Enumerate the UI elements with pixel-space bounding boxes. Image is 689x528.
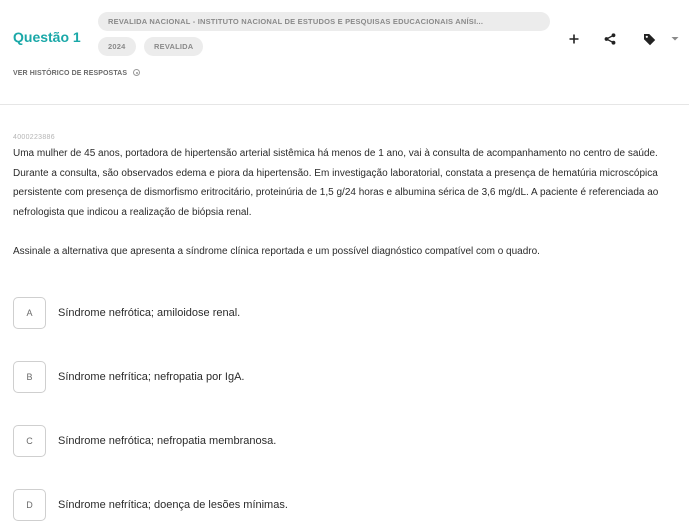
option-letter: A (13, 297, 46, 329)
option-text: Síndrome nefrítica; doença de lesões mínimas. (58, 499, 288, 511)
tag-exam[interactable]: REVALIDA (144, 37, 203, 56)
option-text: Síndrome nefrótica; nefropatia membranosa. (58, 435, 277, 447)
option-letter: D (13, 489, 46, 521)
answer-history-link[interactable] (13, 69, 140, 77)
tag-year[interactable]: 2024 (98, 37, 136, 56)
option-text: Síndrome nefrótica; amiloidose renal. (58, 307, 241, 319)
tag-button[interactable] (639, 29, 659, 49)
tag-icon (643, 33, 656, 46)
eye-icon (133, 69, 140, 76)
share-icon (604, 33, 616, 45)
option-a[interactable] (13, 297, 633, 329)
question-prompt: Assinale a alternativa que apresenta a síndrome clínica reportada e um possível diagnóstico compatível com o quadro. (13, 246, 540, 257)
option-text: Síndrome nefrítica; nefropatia por IgA. (58, 371, 245, 383)
option-b[interactable] (13, 361, 633, 393)
more-dropdown[interactable] (665, 29, 685, 49)
question-statement: Uma mulher de 45 anos, portadora de hipertensão arterial sistêmica há menos de 1 ano, vai à consulta de acompanhamento no centro de saúde. Durante a consulta, são observados edema e piora da hipertensão. Em investigação laboratorial, constata a presença de hematúria microscópica persistente com presença de dismorfismo eritrocitário, proteinúria de 1,5 g/24 horas e albumina sérica de 3,6 mg/dL. A paciente é referenciada ao nefrologista que indicou a realização de biópsia renal. (13, 148, 659, 218)
answer-history-label: VER HISTÓRICO DE RESPOSTAS (13, 70, 128, 77)
share-button[interactable] (600, 29, 620, 49)
question-title: Questão 1 (13, 29, 81, 45)
option-letter: C (13, 425, 46, 457)
option-letter: B (13, 361, 46, 393)
option-c[interactable] (13, 425, 633, 457)
add-button[interactable] (564, 29, 584, 49)
chevron-down-icon (671, 36, 679, 42)
question-id: 4000223886 (13, 134, 55, 141)
tag-source[interactable]: REVALIDA NACIONAL - INSTITUTO NACIONAL DE ESTUDOS E PESQUISAS EDUCACIONAIS ANÍSI... (98, 12, 550, 31)
question-header (0, 0, 689, 105)
plus-icon (569, 34, 579, 44)
option-d[interactable] (13, 489, 633, 521)
